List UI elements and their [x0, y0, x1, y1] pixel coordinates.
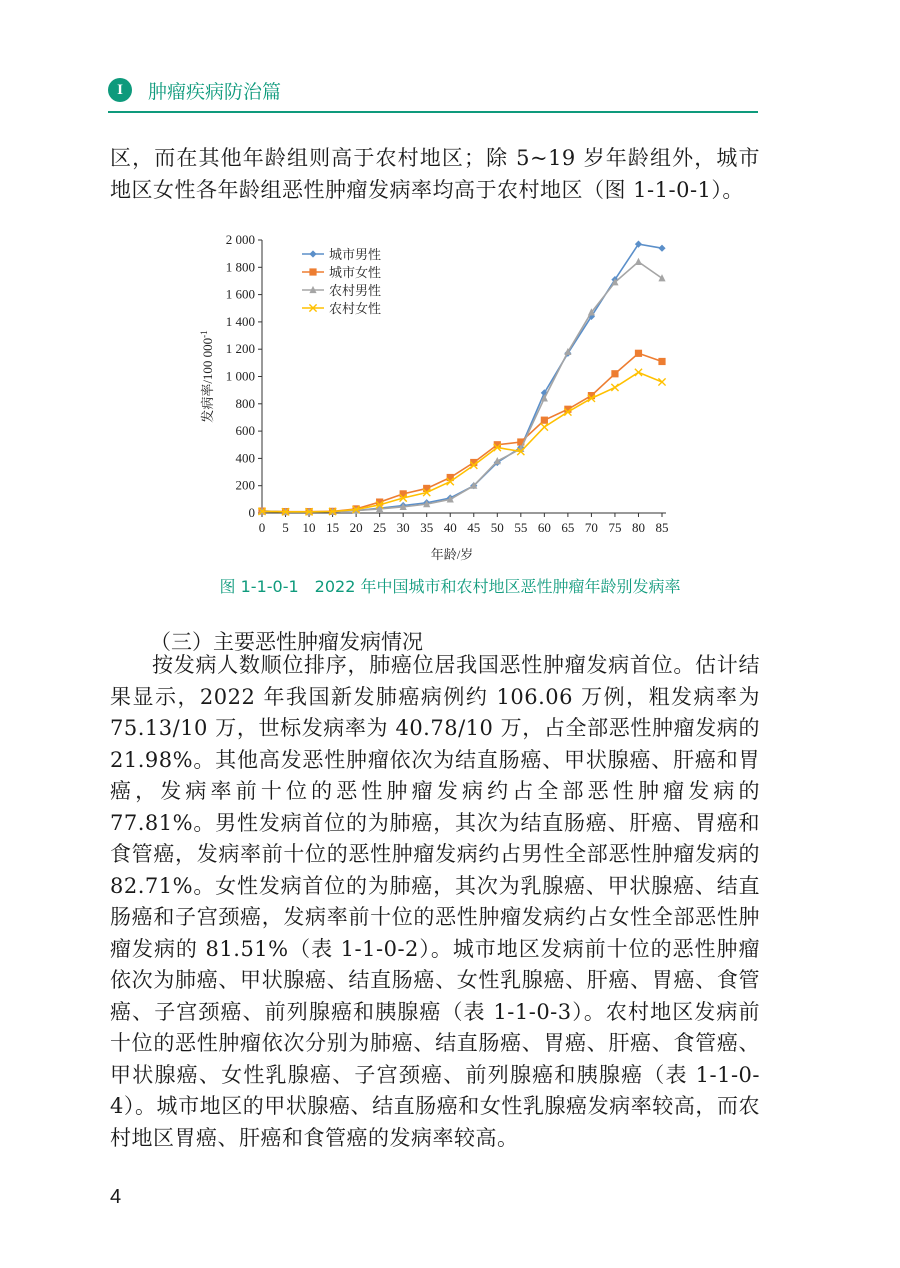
page-number: 4 — [110, 1186, 122, 1208]
data-point — [541, 417, 548, 424]
x-tick-label: 70 — [584, 520, 598, 535]
x-tick-label: 30 — [396, 520, 410, 535]
x-tick-label: 15 — [326, 520, 340, 535]
series-line-4 — [262, 372, 662, 511]
data-point — [611, 370, 618, 377]
series-line-3 — [262, 262, 662, 512]
section-heading: （三）主要恶性肿瘤发病情况 — [150, 630, 423, 654]
header-rule — [108, 111, 758, 113]
data-point — [309, 250, 316, 257]
legend-label: 农村女性 — [329, 301, 382, 316]
legend-label: 农村男性 — [329, 283, 382, 298]
x-tick-label: 20 — [349, 520, 363, 535]
x-axis-label: 年龄/岁 — [430, 547, 474, 562]
data-point — [635, 258, 642, 265]
y-tick-label: 2 000 — [225, 232, 255, 247]
series-line-1 — [262, 244, 662, 512]
x-tick-label: 5 — [282, 520, 289, 535]
data-point — [541, 423, 548, 430]
y-tick-label: 1 800 — [225, 259, 255, 275]
y-axis-label-superscript: -1 — [199, 330, 209, 338]
x-tick-label: 65 — [561, 520, 575, 535]
running-title: 肿瘤疾病防治篇 — [148, 81, 282, 103]
y-tick-label: 1 600 — [225, 286, 255, 302]
y-axis-label: 发病率/100 $000^{-1}$ — [199, 330, 215, 423]
x-tick-label: 60 — [537, 520, 551, 535]
y-tick-label: 1 200 — [225, 341, 255, 357]
data-point — [658, 274, 665, 281]
data-point — [658, 245, 665, 252]
y-tick-label: 1 000 — [225, 368, 255, 384]
data-point — [635, 369, 642, 376]
running-header — [108, 74, 758, 110]
x-tick-label: 10 — [302, 520, 316, 535]
incidence-line-chart — [190, 226, 710, 566]
y-tick-label: 400 — [235, 450, 255, 466]
x-tick-label: 25 — [373, 520, 387, 535]
legend-label: 城市男性 — [329, 247, 382, 262]
data-point — [309, 268, 316, 275]
data-point — [635, 350, 642, 357]
y-tick-label: 0 — [248, 505, 255, 520]
x-tick-label: 0 — [258, 520, 266, 535]
data-point — [658, 358, 665, 365]
x-tick-label: 80 — [631, 520, 645, 535]
series-line-2 — [262, 353, 662, 511]
intro-paragraph: 区，而在其他年龄组则高于农村地区；除 5~19 岁年龄组外，城市地区女性各年龄组恶性肿瘤发病率均高于农村地区（图 1-1-0-1）。 — [110, 146, 760, 202]
data-point — [658, 378, 665, 385]
legend-label: 城市女性 — [329, 265, 382, 280]
x-tick-label: 55 — [514, 520, 528, 535]
x-tick-label: 45 — [467, 520, 481, 535]
data-point — [611, 384, 618, 391]
x-tick-label: 85 — [655, 520, 669, 535]
y-tick-label: 200 — [235, 477, 255, 493]
x-tick-label: 50 — [490, 520, 504, 535]
y-tick-label: 800 — [235, 395, 255, 411]
x-tick-label: 40 — [443, 520, 457, 535]
body-paragraph: 按发病人数顺位排序，肺癌位居我国恶性肿瘤发病首位。估计结果显示，2022 年我国新发肺癌病例约 106.06 万例，粗发病率为 75.13/10 万，世标发病率为 40.78/10 万，占全部恶性肿瘤发病的 21.98%。其他高发恶性肿瘤依次为结直肠癌、甲状腺癌、肝癌和胃癌，发病率前十位的恶性肿瘤发病约占全部恶性肿瘤发病的 77.81%。男性发病首位的为肺癌，其次为结直肠癌、肝癌、胃癌和食管癌，发病率前十位的恶性肿瘤发病约占男性全部恶性肿瘤发病的 82.71%。女性发病首位的为肺癌，其次为乳腺癌、甲状腺癌、结直肠癌和子宫颈癌，发病率前十位的恶性肿瘤发病约占女性全部恶性肿瘤发病的 81.51%（表 1-1-0-2）。城市地区发病前十位的恶性肿瘤依次为肺癌、甲状腺癌、结直肠癌、女性乳腺癌、肝癌、胃癌、食管癌、子宫颈癌、前列腺癌和胰腺癌（表 1-1-0-3）。农村地区发病前十位的恶性肿瘤依次分别为肺癌、结直肠癌、胃癌、肝癌、食管癌、甲状腺癌、女性乳腺癌、子宫颈癌、前列腺癌和胰腺癌（表 1-1-0-4）。城市地区的甲状腺癌、结直肠癌和女性乳腺癌发病率较高，而农村地区胃癌、肝癌和食管癌的发病率较高。 — [110, 653, 760, 1150]
x-tick-label: 35 — [420, 520, 434, 535]
y-tick-label: 600 — [235, 423, 255, 439]
part-badge: I — [108, 78, 132, 102]
x-tick-label: 75 — [608, 520, 622, 535]
figure-caption: 图 1-1-0-1 2022 年中国城市和农村地区恶性肿瘤年龄别发病率 — [219, 577, 681, 596]
y-tick-label: 1 400 — [225, 313, 255, 329]
